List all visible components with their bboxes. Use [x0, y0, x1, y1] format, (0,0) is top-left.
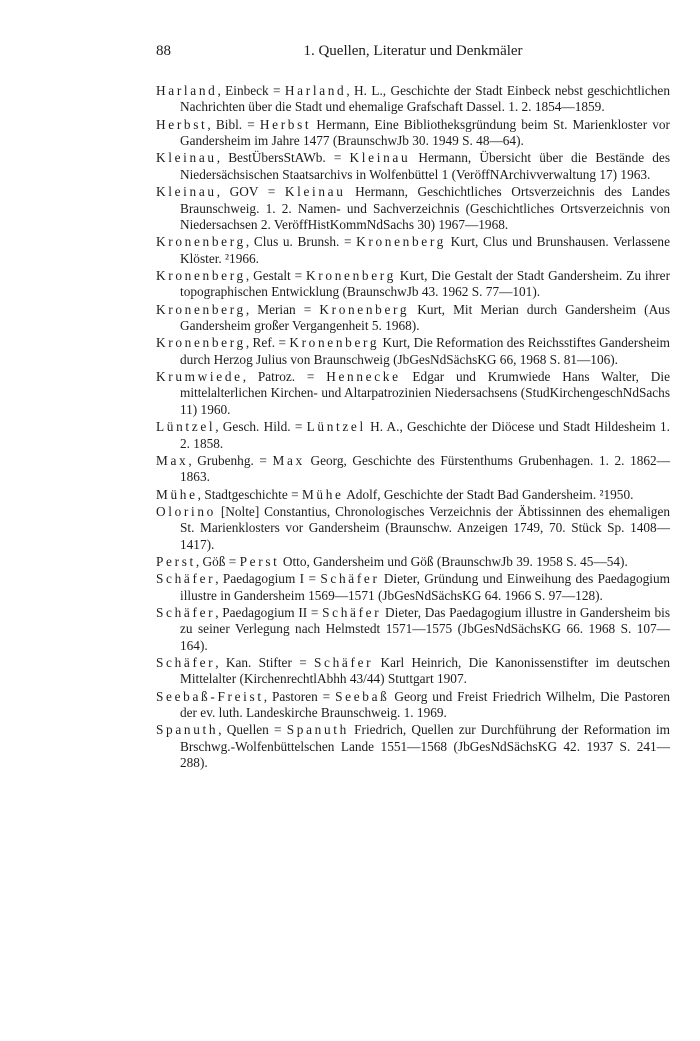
entry-short-title: , Gestalt — [245, 267, 291, 283]
bibliography-entry — [156, 655, 670, 688]
entry-short-title: , Einbeck — [217, 83, 269, 98]
entry-short-title: , Ref. — [245, 335, 276, 351]
entry-key: Harland — [156, 83, 218, 98]
entry-short-title: , Pastoren — [263, 688, 318, 704]
entry-short-title: , Merian — [245, 301, 296, 317]
entry-equals: = — [287, 486, 302, 502]
entry-equals: = — [290, 267, 307, 283]
entry-equals: = — [268, 83, 285, 98]
entry-key: Kronenberg — [156, 335, 246, 351]
entry-key: Schäfer — [156, 655, 216, 671]
bibliography-entry — [156, 268, 670, 301]
entry-short-title: [Nolte] — [216, 503, 260, 519]
entry-equals: = — [275, 335, 290, 351]
bibliography-entry — [156, 689, 670, 722]
entry-citation: Friedrich, Quellen zur Durchführung der Reformation im Brschwg.-Wolfenbüttelschen Lande 1551—1568 (JbGesNdSächsKG 42. 1937 S. 241—288). — [180, 722, 670, 771]
entry-equals: = — [307, 604, 323, 620]
running-title: 1. Quellen, Literatur und Denkmäler — [303, 43, 523, 59]
entry-author: Herbst — [259, 116, 312, 132]
entry-citation: H. A., Geschichte der Diöcese und Stadt Hildesheim 1. 2. 1858. — [180, 419, 670, 451]
bibliography-list — [156, 83, 670, 773]
entry-citation: Otto, Gandersheim und Göß (BraunschwJb 39. 1958 S. 45—54). — [279, 553, 628, 569]
entry-equals: = — [258, 184, 285, 200]
entry-equals: = — [325, 150, 350, 166]
entry-author: Kronenberg — [306, 267, 396, 283]
entry-equals: = — [295, 369, 327, 385]
bibliography-entry — [156, 83, 670, 116]
entry-equals: = — [317, 688, 336, 704]
bibliography-entry — [156, 335, 670, 368]
entry-equals: = — [304, 571, 321, 587]
entry-short-title: , Paedagogium I — [215, 571, 305, 587]
entry-author: Lüntzel — [306, 419, 366, 435]
entry-author: Spanuth — [286, 722, 349, 738]
bibliography-entry — [156, 504, 670, 553]
entry-equals: = — [339, 234, 357, 250]
entry-key: Lüntzel — [156, 419, 216, 435]
bibliography-entry — [156, 571, 670, 604]
entry-author: Kronenberg — [319, 301, 410, 317]
entry-author: Mühe — [301, 486, 344, 502]
entry-key: Kleinau — [156, 184, 217, 200]
entry-author: Kronenberg — [356, 234, 446, 250]
entry-key: Spanuth — [156, 722, 219, 738]
entry-citation: Hermann, Geschichtliches Ortsverzeichnis des Landes Braunschweig. 1. 2. Namen- und Sachverzeichnis (Geschichtliches Ortsverzeichnis von Niedersachsen 2. VeröffHistKommNdSachs 30) 1967—1968. — [180, 184, 670, 232]
entry-author: Kleinau — [284, 184, 346, 200]
entry-key: Kronenberg — [156, 234, 246, 250]
entry-key: Schäfer — [156, 604, 216, 620]
entry-citation: Karl Heinrich, Die Kanonissenstifter im deutschen Mittelalter (KirchenrechtlAbhh 43/44) Stuttgart 1907. — [180, 655, 670, 687]
entry-author: Schäfer — [314, 655, 374, 671]
entry-key: Seebaß-Freist — [156, 688, 264, 704]
entry-key: Schäfer — [156, 571, 216, 587]
entry-citation: Georg, Geschichte des Fürstenthums Grubenhagen. 1. 2. 1862—1863. — [180, 452, 671, 485]
entry-key: Kleinau — [156, 150, 217, 166]
entry-short-title: , Patroz. — [242, 369, 296, 385]
entry-short-title: , Kan. Stifter — [215, 655, 292, 671]
bibliography-entry — [156, 453, 670, 486]
page-header — [156, 40, 670, 62]
bibliography-entry — [156, 117, 670, 150]
entry-author: Perst — [239, 553, 280, 569]
entry-citation: Hermann, Übersicht über die Bestände des Niedersächsischen Staatsarchivs in Wolfenbüttel 1 (VeröffNArchivverwaltung 17) 1963. — [180, 150, 670, 182]
entry-citation: , H. L., Geschichte der Stadt Einbeck nebst geschichtlichen Nachrichten über die Stadt und ehemalige Grafschaft Dassel. 1. 2. 1854—1859. — [180, 83, 670, 115]
entry-author: Seebaß — [335, 688, 390, 704]
entry-equals: = — [242, 116, 260, 132]
page-number: 88 — [156, 43, 171, 59]
entry-short-title: , BestÜbersStAWb. — [216, 150, 326, 166]
entry-short-title: , Quellen — [218, 722, 269, 738]
entry-author: Schäfer — [322, 604, 382, 620]
entry-citation: Edgar und Krumwiede Hans Walter, Die mittelalterlichen Kirchen- und Altarpatrozinien Niedersachsens (StudKirchengeschNdSachs 11) 1960. — [180, 369, 670, 417]
bibliography-entry — [156, 234, 670, 267]
entry-short-title: , GOV — [216, 184, 259, 200]
entry-citation: Kurt, Clus und Brunshausen. Verlassene Klöster. ²1966. — [180, 234, 670, 266]
entry-citation: Kurt, Mit Merian durch Gandersheim (Aus Gandersheim großer Vergangenheit 5. 1968). — [180, 301, 671, 334]
entry-author: Kronenberg — [289, 335, 380, 351]
entry-equals: = — [291, 655, 314, 671]
entry-short-title: , Grubenhg. — [188, 452, 254, 468]
entry-citation: Dieter, Gründung und Einweihung des Paedagogium illustre in Gandersheim 1569—1571 (JbGesNdSächsKG 64. 1966 S. 97—128). — [180, 571, 670, 603]
entry-short-title: , Clus u. Brunsh. — [245, 234, 340, 250]
entry-citation: Adolf, Geschichte der Stadt Bad Gandersheim. ²1950. — [343, 486, 634, 502]
bibliography-entry — [156, 150, 670, 183]
bibliography-entry — [156, 419, 670, 452]
entry-author: Schäfer — [320, 571, 380, 587]
entry-key: Kronenberg — [156, 267, 246, 283]
entry-key: Max — [156, 452, 189, 468]
entry-key: Perst — [156, 553, 196, 569]
entry-equals: = — [295, 301, 320, 317]
entry-key: Krumwiede — [156, 369, 243, 385]
bibliography-entry — [156, 184, 670, 233]
entry-equals: = — [253, 452, 273, 468]
entry-citation: Kurt, Die Gestalt der Stadt Gandersheim. Zu ihrer topographischen Entwicklung (BraunschwJb 43. 1962 S. 77—101). — [180, 267, 670, 300]
bibliography-entry — [156, 369, 670, 418]
entry-key: Mühe — [156, 486, 198, 502]
entry-short-title: , Stadtgeschichte — [197, 486, 288, 502]
entry-short-title: , Paedagogium II — [215, 604, 308, 620]
entry-author: Hennecke — [326, 369, 401, 385]
entry-author: Max — [272, 452, 305, 468]
entry-short-title: , Gesch. Hild. — [215, 419, 291, 435]
bibliography-entry — [156, 605, 670, 654]
entry-citation: Kurt, Die Reformation des Reichsstiftes Gandersheim durch Herzog Julius von Braunschweig (JbGesNdSächsKG 66, 1968 S. 81—106). — [180, 335, 671, 367]
entry-author: Harland — [284, 83, 347, 98]
entry-short-title: , Bibl. — [207, 116, 243, 132]
bibliography-entry — [156, 554, 670, 570]
bibliography-entry — [156, 487, 670, 503]
bibliography-entry — [156, 302, 670, 335]
entry-key: Kronenberg — [156, 301, 246, 317]
bibliography-entry — [156, 722, 670, 771]
entry-key: Herbst — [156, 116, 208, 132]
entry-equals: = — [268, 722, 287, 738]
entry-citation: Hermann, Eine Bibliotheksgründung beim St. Marienkloster vor Gandersheim im Jahre 1477 (BraunschwJb 30. 1949 S. 48—64). — [180, 116, 670, 149]
entry-equals: = — [290, 419, 307, 435]
entry-citation: Georg und Freist Friedrich Wilhelm, Die Pastoren der ev. luth. Landeskirche Braunschweig. 1. 1969. — [180, 688, 670, 721]
entry-short-title: , Göß — [195, 553, 226, 569]
entry-equals: = — [225, 553, 240, 569]
entry-citation: Constantius, Chronologisches Verzeichnis der Äbtissinnen des ehemaligen St. Marienklosters vor Gandersheim (Braunschw. Anzeigen 1749, 70. Stück Sp. 1408—1417). — [180, 503, 670, 552]
entry-citation: Dieter, Das Paedagogium illustre in Gandersheim bis zu seiner Verlegung nach Helmstedt 1571—1575 (JbGesNdSächsKG 66. 1968 S. 107—164). — [180, 604, 670, 653]
entry-author: Kleinau — [349, 150, 411, 166]
entry-key: Olorino — [156, 503, 216, 519]
